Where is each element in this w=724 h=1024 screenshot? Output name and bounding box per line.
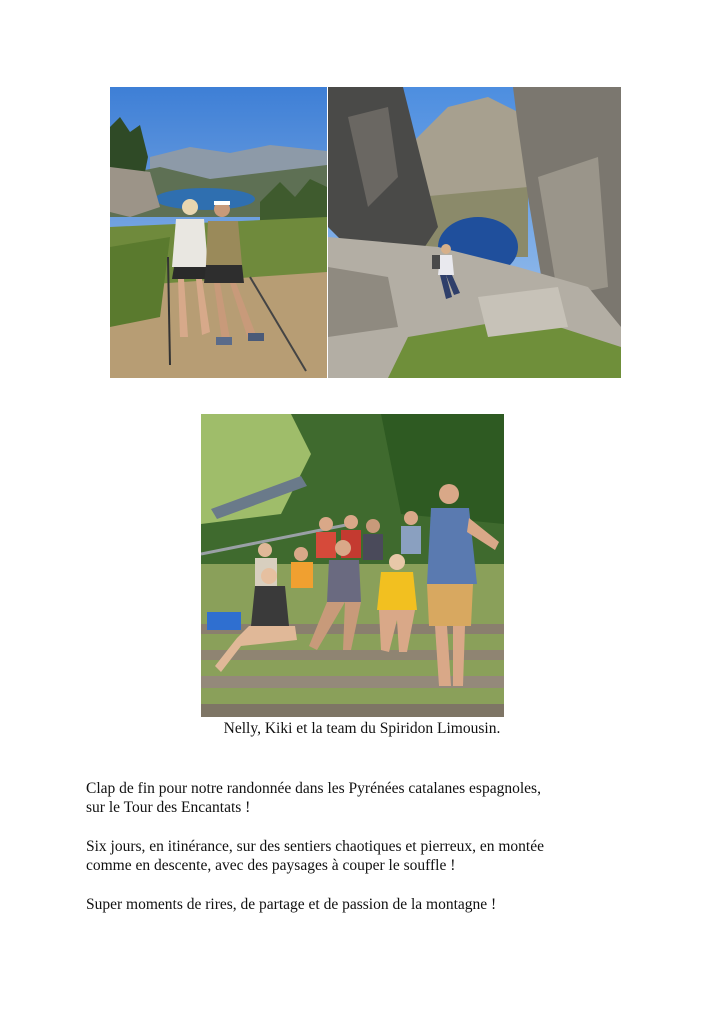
- paragraph-line: Super moments de rires, de partage et de passion de la montagne !: [86, 896, 497, 913]
- photo-hikers-lake: [110, 87, 327, 378]
- paragraph-six-jours: [86, 837, 646, 875]
- paragraph-line: Clap de fin pour notre randonnée dans les Pyrénées catalanes espagnoles,: [86, 780, 541, 797]
- paragraph-line: Six jours, en itinérance, sur des sentiers chaotiques et pierreux, en montée: [86, 838, 544, 855]
- paragraph-super-moments: [86, 895, 646, 914]
- photo-group-steps: [201, 414, 504, 717]
- paragraph-line: sur le Tour des Encantats !: [86, 799, 251, 816]
- photo-gorge-lake: [328, 87, 621, 378]
- paragraph-clap-de-fin: [86, 779, 646, 817]
- paragraph-line: comme en descente, avec des paysages à couper le souffle !: [86, 857, 456, 874]
- photo-caption: Nelly, Kiki et la team du Spiridon Limousin.: [223, 720, 501, 737]
